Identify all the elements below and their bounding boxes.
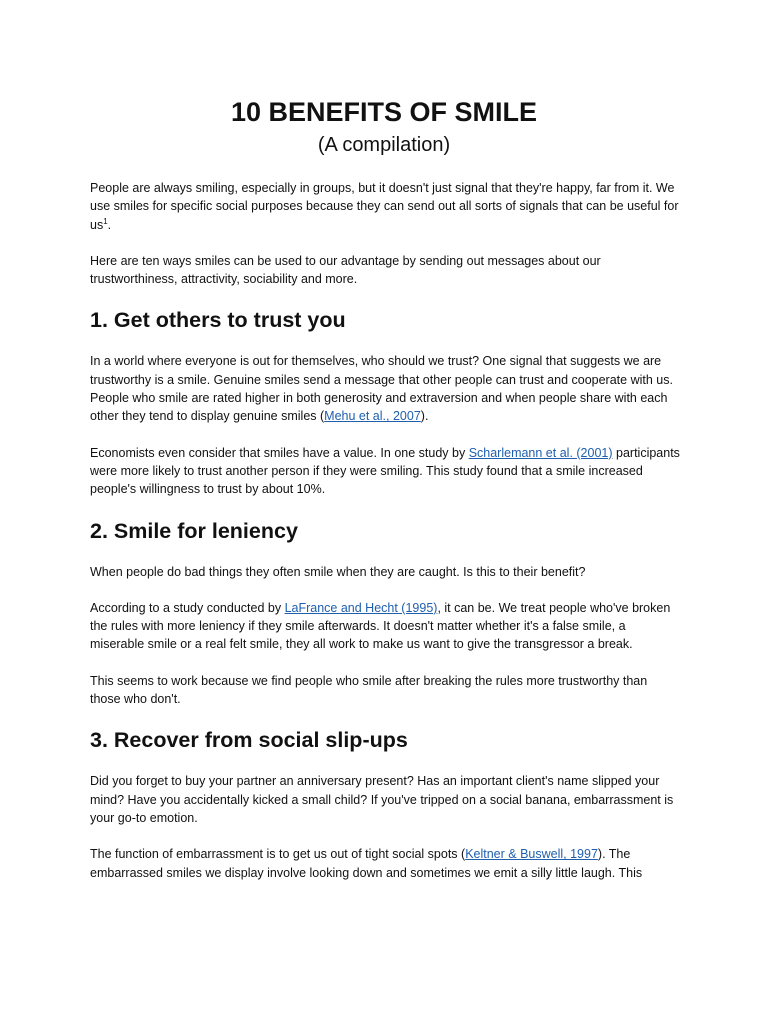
section-3-paragraph-1: Did you forget to buy your partner an anniversary present? Has an important client's name slipped your mind? Have you accidentally kicked a small child? If you've tripped on a social banana, embarrassment is your go-to emotion. <box>90 774 674 825</box>
section-1-paragraph-2 <box>90 444 680 499</box>
document-body <box>90 179 680 900</box>
section-1-paragraph-1-end: ). <box>420 409 429 424</box>
citation-link-lafrance[interactable]: LaFrance and Hecht (1995) <box>284 600 438 615</box>
section-2-paragraph-3: This seems to work because we find people who smile after breaking the rules more trustworthy than those who don't. <box>90 673 648 707</box>
intro-paragraph-1-end: . <box>107 217 112 232</box>
section-2-paragraph-1: When people do bad things they often smile when they are caught. Is this to their benefit? <box>90 564 586 579</box>
document-subtitle: (A compilation) <box>317 134 451 156</box>
section-1-paragraph-2-text: Economists even consider that smiles have a value. In one study by <box>90 445 469 460</box>
section-3-paragraph-2-end: ). The embarrassed smiles we display involve looking down and sometimes we emit a silly little laugh. This <box>90 847 643 880</box>
section-2-paragraph-2-end: , it can be. We treat people who've broken the rules with more leniency if they smile afterwards. It doesn't matter whether it's a false smile, a miserable smile or a real felt smile, they all work to make us want to give the transgressor a break. <box>90 600 671 652</box>
intro-paragraph-1-text: People are always smiling, especially in groups, but it doesn't just signal that they're happy, far from it. We use smiles for specific social purposes because they can send out all sorts of signals that can be useful for us <box>90 181 679 232</box>
document-title: 10 BENEFITS OF SMILE <box>230 97 538 127</box>
section-1-paragraph-2-end: participants were more likely to trust another person if they were smiling. This study found that a smile increased people's willingness to trust by about 10%. <box>90 445 680 497</box>
section-3-paragraph-2 <box>90 845 680 882</box>
section-1-paragraph-1 <box>90 352 680 425</box>
section-3-paragraph-2-text: The function of embarrassment is to get us out of tight social spots ( <box>90 847 466 862</box>
section-3-heading: 3. Recover from social slip-ups <box>90 728 408 753</box>
citation-link-keltner[interactable]: Keltner & Buswell, 1997 <box>465 847 598 862</box>
section-2-paragraph-2-text: According to a study conducted by <box>90 600 285 615</box>
intro-paragraph-1 <box>90 179 680 234</box>
section-2-paragraph-2 <box>90 599 680 654</box>
citation-link-scharlemann[interactable]: Scharlemann et al. (2001) <box>468 445 613 460</box>
section-1-heading: 1. Get others to trust you <box>90 308 346 333</box>
intro-paragraph-2: Here are ten ways smiles can be used to our advantage by sending out messages about our trustworthiness, attractivity, sociability and more. <box>90 253 601 287</box>
citation-link-mehu[interactable]: Mehu et al., 2007 <box>324 409 421 424</box>
section-2-heading: 2. Smile for leniency <box>90 518 298 543</box>
section-1-paragraph-1-text: In a world where everyone is out for themselves, who should we trust? One signal that suggests we are trustworthy is a smile. Genuine smiles send a message that other people can trust and cooperate with us. People who smile are rated higher in both generosity and extraversion and when people share with each other they tend to display genuine smiles ( <box>90 354 673 424</box>
footnote-marker: 1 <box>103 216 108 226</box>
